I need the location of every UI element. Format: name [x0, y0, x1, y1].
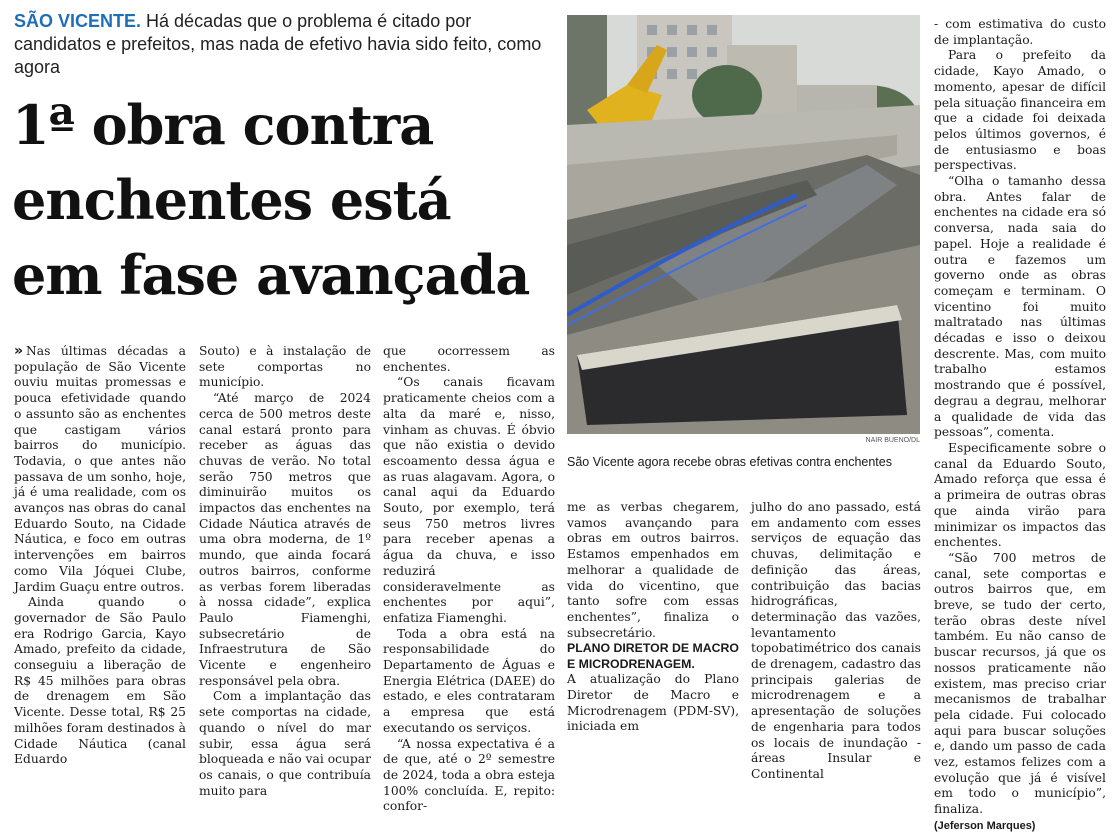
col4-paragraph-1: me as verbas chegarem, vamos avançando para obras em outros bairros. Estamos empenhados em melhorar a qualidade de vida do vicentino, que tanto sofre com essas enchentes”, finaliza o subsecretário. [567, 500, 739, 640]
byline: (Jeferson Marques) [934, 819, 1036, 832]
col5-paragraph-1: julho do ano passado, está em andamento com esses serviços de equação das chuvas, delimitação e definição das áreas, contribuição das bacias hidrográficas, determinação das vazões, levantamento topobatimétrico dos canais de drenagem, cadastro das principais galerias de microdrenagem e a apresentação de soluções de engenharia para todos os locais de inundação - áreas Insular e Continental [751, 500, 921, 781]
col6-paragraph-1: - com estimativa do custo de implantação. [934, 17, 1106, 47]
col2-paragraph-3: Com a implantação das sete comportas na cidade, quando o nível do mar subir, essa água será bloqueada e não vai ocupar os canais, o que contribuía muito para [199, 689, 371, 798]
section-subhead: PLANO DIRETOR DE MACRO E MICRODRENAGEM. [567, 641, 739, 671]
col6-paragraph-5: “São 700 metros de canal, sete comportas e outros bairros que, em breve, se tudo der certo, terão obras deste nível também. Eu não canso de buscar recursos, já que os nossos praticamente não existem, mas preciso criar mecanismos de trabalhar pela cidade. Fui colocado aqui para buscar soluções e, dando um passo de cada vez, estamos felizes com a evolução que já é visível em todo o município”, finaliza. [934, 550, 1106, 817]
col3-paragraph-2: “Os canais ficavam praticamente cheios com a alta da maré e, nisso, vinham as chuvas. É óbvio que não existia o devido escoamento dessa água e as ruas alagavam. Agora, o canal aqui da Eduardo Souto, por exemplo, terá seus 750 metros livres para receber apenas a água da chuva, e isso reduzirá consideravelmente as enchentes por aqui”, enfatiza Fiamenghi. [383, 375, 555, 625]
col3-paragraph-3: Toda a obra está na responsabilidade do Departamento de Águas e Energia Elétrica (DAEE) do estado, e eles contrataram a empresa que está executando os serviços. [383, 626, 555, 735]
article-column-6 [934, 17, 1106, 835]
kicker-place: SÃO VICENTE. [14, 11, 142, 31]
bullet-icon: » [14, 343, 24, 359]
col2-paragraph-1: Souto) e à instalação de sete comportas no município. [199, 344, 371, 390]
kicker [14, 10, 554, 79]
col3-paragraph-1: que ocorressem as enchentes. [383, 344, 555, 374]
article-column-2 [199, 344, 371, 799]
col6-paragraph-3: “Olha o tamanho dessa obra. Antes falar de enchentes na cidade era só conversa, nada saia do papel. Hoje a realidade é outra e fazemos um governo onde as obras começam e terminam. O vicentino foi muito maltratado nas últimas décadas e isso o deixou descrente. Mas, com muito trabalho estamos mostrando que é possível, degrau a degrau, melhorar a qualidade de vida das pessoas”, comenta. [934, 174, 1106, 440]
col3-paragraph-4: “A nossa expectativa é a de que, até o 2º semestre de 2024, toda a obra esteja 100% concluída. E, repito: confor- [383, 736, 555, 814]
photo-caption: São Vicente agora recebe obras efetivas contra enchentes [567, 455, 892, 469]
article-column-3 [383, 344, 555, 815]
headline [12, 88, 562, 313]
col4-paragraph-2: A atualização do Plano Diretor de Macro e Microdrenagem (PDM-SV), iniciada em [567, 672, 739, 734]
article-column-1 [14, 344, 186, 768]
kicker-text: Há décadas que o problema é citado por candidatos e prefeitos, mas nada de efetivo havia sido feito, como agora [14, 11, 542, 77]
photo-illustration [567, 15, 920, 434]
headline-line-2: enchentes está [12, 168, 451, 232]
article-column-5 [751, 500, 921, 783]
photo-credit: NAIR BUENO/DL [865, 437, 920, 444]
col1-paragraph-2: Ainda quando o governador de São Paulo era Rodrigo Garcia, Kayo Amado, prefeito da cidade, conseguiu a liberação de R$ 45 milhões para obras de drenagem em São Vicente. Desse total, R$ 25 milhões foram destinados à Cidade Náutica (canal Eduardo [14, 595, 186, 767]
col6-paragraph-2: Para o prefeito da cidade, Kayo Amado, o momento, apesar de difícil pela situação financeira em que a cidade foi deixada pelos últimos governos, é de entusiasmo e boas perspectivas. [934, 48, 1106, 173]
col6-paragraph-4: Especificamente sobre o canal da Eduardo Souto, Amado reforça que essa é a primeira de outras obras que ainda virão para minimizar os impactos das enchentes. [934, 440, 1106, 550]
article-column-4 [567, 500, 739, 735]
col1-paragraph-1: Nas últimas décadas a população de São Vicente ouviu muitas promessas e pouca efetividade quando o assunto são as enchentes que castigam vários bairros do município. Todavia, o que antes não passava de um sonho, hoje, já é uma realidade, com os avanços nas obras do canal Eduardo Souto, na Cidade Náutica, e foco em outras intervenções em bairros como Vila Jóquei Clube, Jardim Guaçu entre outros. [14, 344, 186, 594]
headline-line-3: em fase avançada [12, 243, 530, 307]
headline-line-1: 1ª obra contra [12, 93, 434, 157]
canal-construction-photo [567, 15, 920, 434]
col2-paragraph-2: “Até março de 2024 cerca de 500 metros deste canal estará pronto para receber as águas das chuvas de verão. No total serão 750 metros que diminuirão muitos os impactos das enchentes na Cidade Náutica através de uma obra moderna, de 1º mundo, que ainda focará outros bairros, conforme as verbas forem liberadas à nossa cidade”, explica Paulo Fiamenghi, subsecretário de Infraestrutura de São Vicente e engenheiro responsável pela obra. [199, 391, 371, 688]
